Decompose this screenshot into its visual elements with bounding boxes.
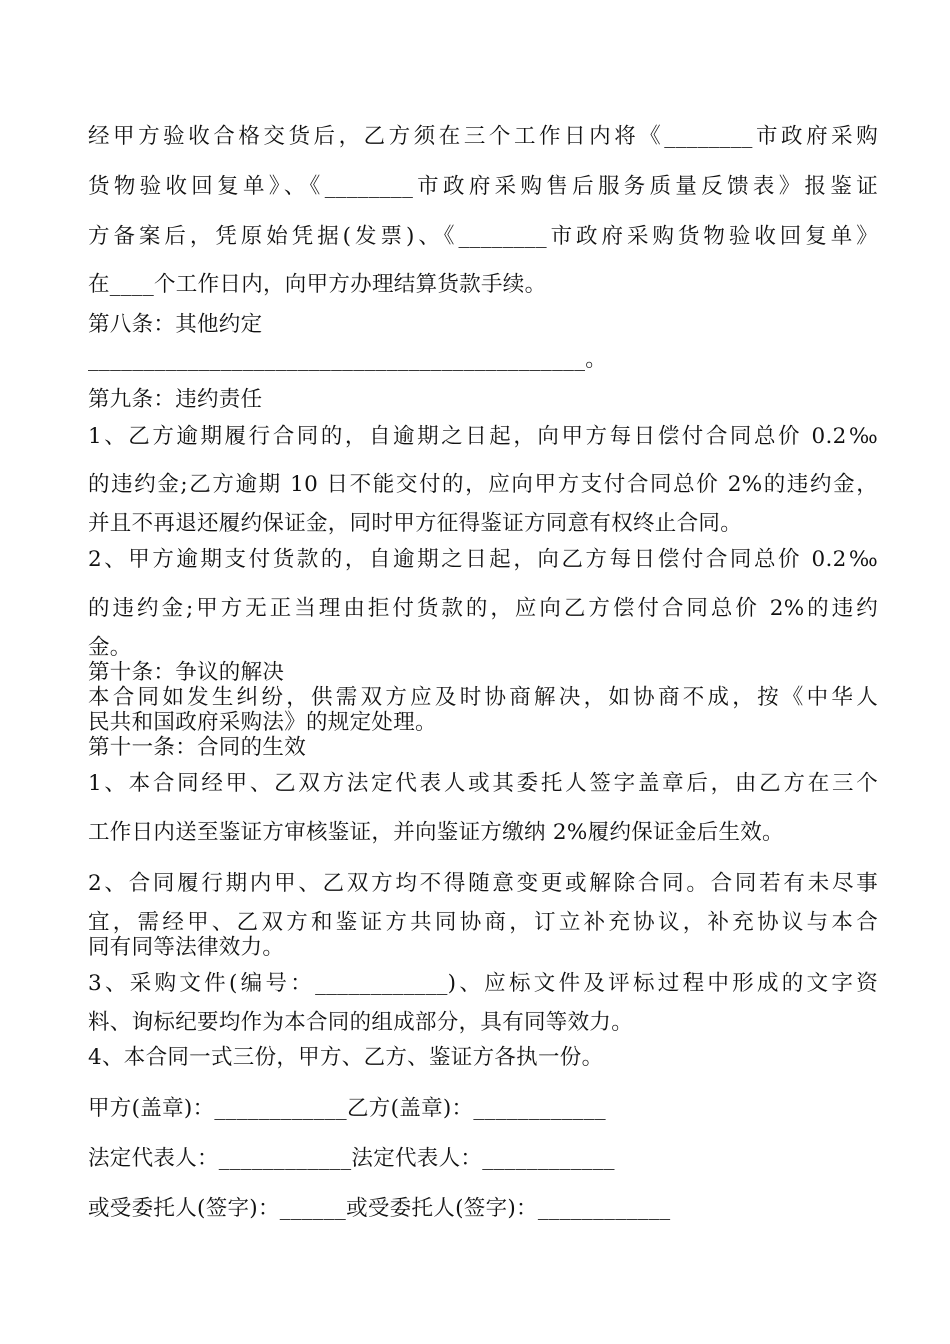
text-line: 经甲方验收合格交货后，乙方须在三个工作日内将《________市政府采购: [88, 124, 878, 149]
text-line: 料、询标纪要均作为本合同的组成部分，具有同等效力。: [88, 1010, 634, 1035]
text-line: 方备案后，凭原始凭据(发票)、《________市政府采购货物验收回复单》: [88, 224, 878, 249]
section-heading-article-8: 第八条：其他约定: [88, 312, 263, 337]
text-line: 的违约金;乙方逾期 10 日不能交付的，应向甲方支付合同总价 2%的违约金，: [88, 472, 878, 497]
text-line: 2、甲方逾期支付货款的，自逾期之日起，向乙方每日偿付合同总价 0.2‰: [88, 547, 878, 572]
text-line: 并且不再退还履约保证金，同时甲方征得鉴证方同意有权终止合同。: [88, 511, 743, 536]
text-line: 3、采购文件(编号：____________)、应标文件及评标过程中形成的文字资: [88, 971, 878, 996]
text-line: 工作日内送至鉴证方审核鉴证，并向鉴证方缴纳 2%履约保证金后生效。: [88, 820, 784, 845]
text-line: 1、乙方逾期履行合同的，自逾期之日起，向甲方每日偿付合同总价 0.2‰: [88, 424, 878, 449]
text-line: 2、合同履行期内甲、乙双方均不得随意变更或解除合同。合同若有未尽事: [88, 871, 878, 896]
signature-line-party-seal: 甲方(盖章)：____________乙方(盖章)：____________: [88, 1096, 606, 1121]
section-heading-article-10: 第十条：争议的解决: [88, 660, 285, 685]
section-heading-article-11: 第十一条：合同的生效: [88, 735, 307, 760]
section-heading-article-9: 第九条：违约责任: [88, 387, 263, 412]
signature-line-authorized-signer: 或受委托人(签字)：______或受委托人(签字)：____________: [88, 1196, 671, 1221]
text-line: 1、本合同经甲、乙双方法定代表人或其委托人签字盖章后，由乙方在三个: [88, 771, 878, 796]
signature-line-legal-rep: 法定代表人：____________法定代表人：____________: [88, 1146, 615, 1171]
text-line: 本合同如发生纠纷，供需双方应及时协商解决，如协商不成，按《中华人: [88, 685, 878, 710]
text-line: 4、本合同一式三份，甲方、乙方、鉴证方各执一份。: [88, 1045, 604, 1070]
text-line: 的违约金;甲方无正当理由拒付货款的，应向乙方偿付合同总价 2%的违约: [88, 596, 878, 621]
text-line: 金。: [88, 635, 132, 660]
text-line: 民共和国政府采购法》的规定处理。: [88, 710, 437, 735]
text-line: 货物验收回复单》、《________市政府采购售后服务质量反馈表》报鉴证: [88, 174, 878, 199]
text-line: 同有同等法律效力。: [88, 935, 285, 960]
text-line: 宜，需经甲、乙双方和鉴证方共同协商，订立补充协议，补充协议与本合: [88, 910, 878, 935]
text-line: 在____个工作日内，向甲方办理结算货款手续。: [88, 272, 547, 297]
text-line: _____________________________________________。: [88, 347, 608, 372]
